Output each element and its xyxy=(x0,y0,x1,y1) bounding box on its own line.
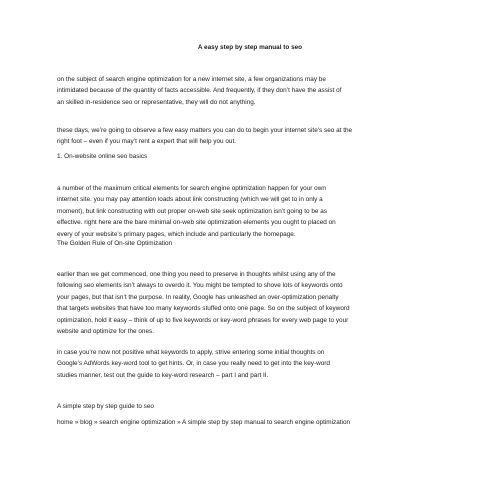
document-title: A easy step by step manual to seo xyxy=(197,44,303,51)
text-line: A simple step by step guide to seo xyxy=(57,403,154,410)
text-line: optimization, hold it easy – think of up to five keywords or key-word phrases for every web page to your xyxy=(57,316,349,324)
text-line: earlier than we get commenced, one thing you need to preserve in thoughts whilst using any of the xyxy=(57,271,336,278)
text-line: internet site. you may pay attention loads about link constructing (which we will get to in only a xyxy=(57,196,323,204)
paragraph-critical-elements xyxy=(57,183,443,240)
text-line: home » blog » search engine optimization » A simple step by step manual to search engine optimization xyxy=(57,419,351,426)
text-line: a number of the maximum critical elements for search engine optimization happen for your own xyxy=(57,185,326,192)
breadcrumb xyxy=(57,417,443,428)
paragraph-keywords xyxy=(57,347,443,381)
text-line: intimidated because of the quantity of facts accessible. And frequently, if they don’t have the assist of xyxy=(57,87,342,95)
text-line: moment), but link constructing with out proper on-web site seek optimization isn’t going to be as xyxy=(57,207,327,215)
text-line: that targets websites that have too many keywords stuffed onto one page. So on the subject of keyword xyxy=(57,305,350,313)
section-heading-onsite-basics xyxy=(57,151,443,162)
document-page xyxy=(57,0,443,495)
text-line: website and optimize for the ones. xyxy=(57,328,154,336)
text-line: every of your website’s primary pages, which include and particularly the homepage. xyxy=(57,230,296,238)
guide-title xyxy=(57,401,443,412)
text-line: these days, we’re going to observe a few easy matters you can do to begin your internet site’s seo at the xyxy=(57,127,353,134)
paragraph-these-days xyxy=(57,125,443,148)
text-line: in case you’re now not positive what keywords to apply, strive entering some initial thoughts on xyxy=(57,349,325,356)
paragraph-golden-rule xyxy=(57,269,443,337)
text-line: on the subject of search engine optimization for a new internet site, a few organizations may be xyxy=(57,76,326,83)
text-line: right foot – even if you may’t rent a expert that will help you out. xyxy=(57,138,237,146)
text-line: The Golden Rule of On-site Optimization xyxy=(57,240,173,247)
paragraph-intro xyxy=(57,74,443,108)
text-line: Google’s AdWords key-word tool to get hints. Or, in case you really need to get into the key-word xyxy=(57,360,330,368)
text-line: studies manner, test out the guide to key-word research – part I and part II. xyxy=(57,371,269,379)
text-line: 1. On-website online seo basics xyxy=(57,153,148,160)
text-line: effective. right here are the bare minimal on-web site optimization elements you ought to placed on xyxy=(57,219,336,227)
section-heading-golden-rule xyxy=(57,238,443,249)
text-line: your pages, but that isn’t the purpose. In reality, Google has unleashed an over-optimization penalty xyxy=(57,293,339,301)
text-line: an skilled in-residence seo or representative, they will do not anything. xyxy=(57,98,256,106)
text-line: following seo elements isn’t always to overdo it. You might be tempted to shove lots of keywords onto xyxy=(57,282,343,290)
